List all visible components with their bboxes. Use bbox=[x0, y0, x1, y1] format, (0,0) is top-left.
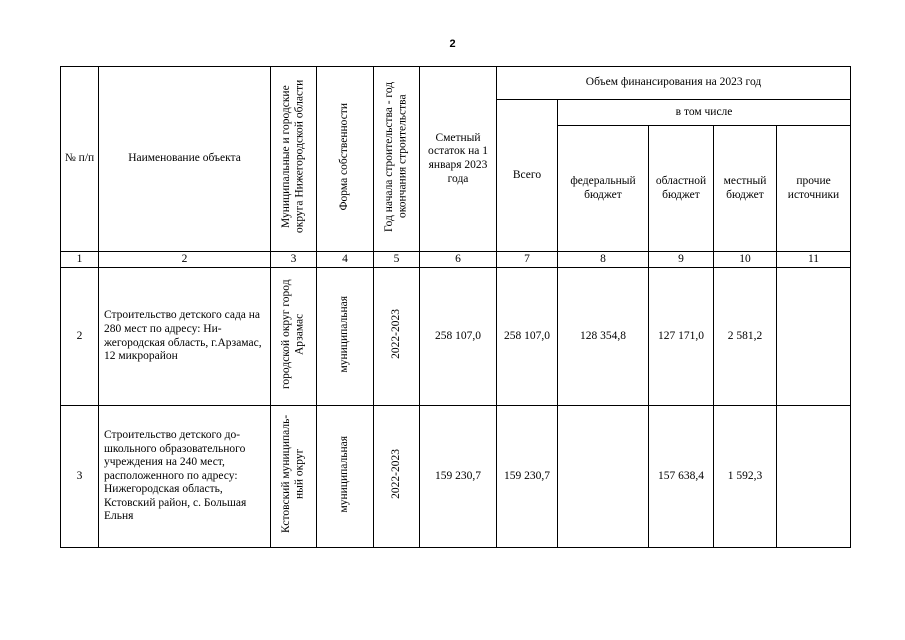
header-ownership: Форма собственности bbox=[317, 67, 374, 252]
financing-table bbox=[60, 66, 851, 548]
header-financing: Объем финансирования на 2023 год bbox=[497, 67, 851, 100]
header-estimate: Сметный остаток на 1 января 2023 года bbox=[420, 67, 497, 252]
row-years: 2022-2023 bbox=[374, 268, 420, 406]
row-municipality: Кстовский муниципаль-ный округ bbox=[271, 406, 317, 548]
column-number: 10 bbox=[714, 252, 777, 268]
row-total: 258 107,0 bbox=[497, 268, 558, 406]
column-number: 1 bbox=[61, 252, 99, 268]
row-local: 1 592,3 bbox=[714, 406, 777, 548]
row-years: 2022-2023 bbox=[374, 406, 420, 548]
column-number: 6 bbox=[420, 252, 497, 268]
column-number: 8 bbox=[558, 252, 649, 268]
column-number: 4 bbox=[317, 252, 374, 268]
row-estimate: 258 107,0 bbox=[420, 268, 497, 406]
row-total: 159 230,7 bbox=[497, 406, 558, 548]
row-regional: 157 638,4 bbox=[649, 406, 714, 548]
row-object-name: Строительство детского сада на 280 мест по адресу: Ни-жегородская область, г.Арзамас, 12 микрорайон bbox=[99, 268, 271, 406]
header-local: местный бюджет bbox=[714, 126, 777, 252]
header-regional: областной бюджет bbox=[649, 126, 714, 252]
row-ownership: муниципальная bbox=[317, 268, 374, 406]
column-number: 3 bbox=[271, 252, 317, 268]
table-row bbox=[61, 406, 851, 548]
header-including: в том числе bbox=[558, 100, 851, 126]
page-number: 2 bbox=[449, 38, 456, 50]
row-object-name: Строительство детского до-школьного образовательного учреждения на 240 мест, расположенного по адресу: Нижегородская область, Кстовский район, с. Большая Ельня bbox=[99, 406, 271, 548]
header-name: Наименование объекта bbox=[99, 67, 271, 252]
column-number: 11 bbox=[777, 252, 851, 268]
column-number: 2 bbox=[99, 252, 271, 268]
row-num: 3 bbox=[61, 406, 99, 548]
column-number-row bbox=[61, 252, 851, 268]
row-municipality: городской округ город Арзамас bbox=[271, 268, 317, 406]
column-number: 7 bbox=[497, 252, 558, 268]
header-other: прочие источники bbox=[777, 126, 851, 252]
row-estimate: 159 230,7 bbox=[420, 406, 497, 548]
header-years: Год начала строительства - год окончания строительства bbox=[374, 67, 420, 252]
row-federal bbox=[558, 406, 649, 548]
row-other bbox=[777, 268, 851, 406]
column-number: 9 bbox=[649, 252, 714, 268]
row-federal: 128 354,8 bbox=[558, 268, 649, 406]
row-local: 2 581,2 bbox=[714, 268, 777, 406]
header-municipality: Муниципальные и городские округа Нижегородской области bbox=[271, 67, 317, 252]
row-regional: 127 171,0 bbox=[649, 268, 714, 406]
table-row bbox=[61, 268, 851, 406]
row-ownership: муниципальная bbox=[317, 406, 374, 548]
header-num: № п/п bbox=[61, 67, 99, 252]
column-number: 5 bbox=[374, 252, 420, 268]
header-federal: федеральный бюджет bbox=[558, 126, 649, 252]
header-total: Всего bbox=[497, 100, 558, 252]
row-other bbox=[777, 406, 851, 548]
row-num: 2 bbox=[61, 268, 99, 406]
